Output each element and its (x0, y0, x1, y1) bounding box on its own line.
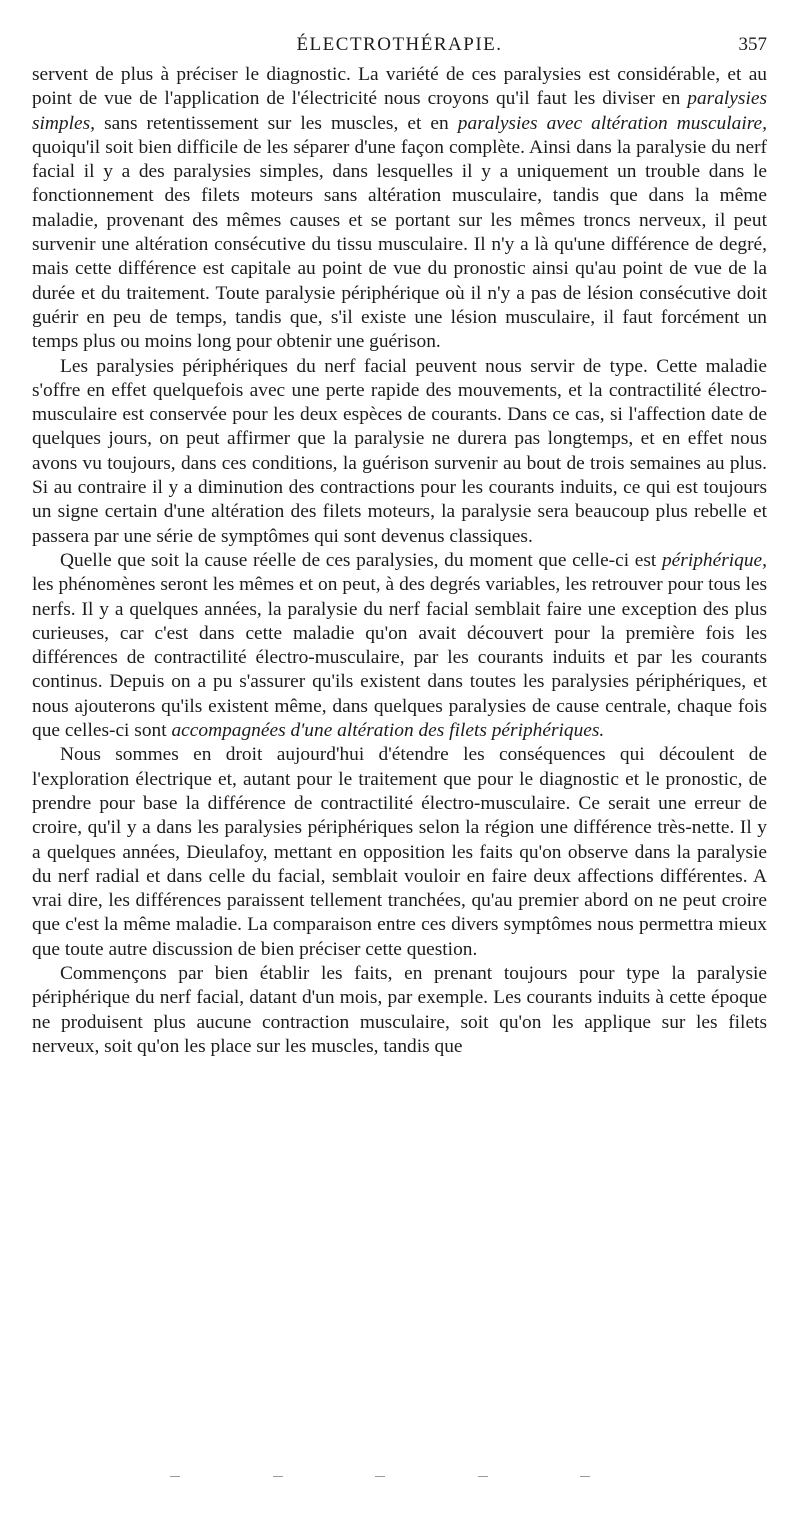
footer-dash (375, 1476, 385, 1477)
footer-dash (170, 1476, 180, 1477)
text-run: quoiqu'il soit bien difficile de les séparer d'une façon complète. Ainsi dans la paralysie du nerf facial il y a des paralysies simples, dans lesquelles il y a uniquement un trouble dans le fonctionnement des filets moteurs sans altération musculaire, tandis que dans la même maladie, provenant des mêmes causes et se portant sur les mêmes troncs nerveux, il peut survenir une altération consécutive du tissu musculaire. Il n'y a là qu'une différence de degré, mais cette différence est capitale au point de vue du pronostic ainsi qu'au point de vue de la durée et du traitement. Toute paralysie périphérique où il n'y a pas de lésion consécutive doit guérir en peu de temps, tandis que, s'il existe une lésion musculaire, il faut forcément un temps plus ou moins long pour obtenir une guérison. (32, 136, 767, 353)
footer-dash (273, 1476, 283, 1477)
text-run: Quelle que soit la cause réelle de ces paralysies, du moment que celle-ci est (60, 549, 662, 571)
running-title: ÉLECTROTHÉRAPIE. (296, 34, 503, 55)
page-header (32, 34, 767, 58)
paragraph (32, 63, 767, 355)
text-run: servent de plus à préciser le diagnostic. La variété de ces paralysies est considérable, et au point de vue de l'application de l'électricité nous croyons qu'il faut les diviser en (32, 64, 767, 110)
italic-text: paralysies simples, (32, 88, 767, 134)
paragraph (32, 743, 767, 962)
text-run: Les paralysies périphériques du nerf facial peuvent nous servir de type. Cette maladie s'offre en effet quelquefois avec une perte rapide des mouvements, et la contractilité électro-musculaire est conservée pour les deux espèces de courants. Dans ce cas, si l'affection date de quelques jours, on peut affirmer que la paralysie ne durera pas longtemps, et en effet nous avons vu toujours, dans ces conditions, la guérison survenir au bout de trois semaines au plus. Si au contraire il y a diminution des contractions pour les courants induits, ce qui est toujours un signe certain d'une altération des filets moteurs, la paralysie sera beaucoup plus rebelle et passera par une série de symptômes qui sont devenus classiques. (32, 355, 767, 547)
body-text (32, 63, 767, 1059)
paragraph (32, 962, 767, 1059)
paragraph (32, 549, 767, 743)
footer-dash (478, 1476, 488, 1477)
italic-text: périphérique, (661, 549, 767, 571)
footer-marks (170, 1474, 590, 1478)
text-run: Commençons par bien établir les faits, en prenant toujours pour type la paralysie périphérique du nerf facial, datant d'un mois, par exemple. Les courants induits à cette époque ne produisent plus aucune contraction musculaire, soit qu'on les applique sur les filets nerveux, soit qu'on les place sur les muscles, tandis que (32, 962, 767, 1057)
paragraph (32, 355, 767, 549)
footer-dash (580, 1476, 590, 1477)
italic-text: paralysies avec altération musculaire, (457, 112, 767, 134)
text-run: Nous sommes en droit aujourd'hui d'étendre les conséquences qui découlent de l'exploration électrique et, autant pour le traitement que pour le diagnostic et le pronostic, de prendre pour base la différence de contractilité électro-musculaire. Ce serait une erreur de croire, qu'il y a dans les paralysies périphériques selon la région une différence très-nette. Il y a quelques années, Dieulafoy, mettant en opposition les faits qu'on observe dans la paralysie du nerf radial et dans celle du facial, semblait vouloir en faire deux affections différentes. A vrai dire, les différences paraissent tellement tranchées, qu'au premier abord on ne peut croire que c'est la même maladie. La comparaison entre ces divers symptômes nous permettra mieux que toute autre discussion de bien préciser cette question. (32, 744, 767, 960)
page-number: 357 (738, 34, 767, 55)
text-run: sans retentissement sur les muscles, et en (95, 112, 458, 134)
text-run: les phénomènes seront les mêmes et on peut, à des degrés variables, les retrouver pour tous les nerfs. Il y a quelques années, la paralysie du nerf facial semblait faire une exception des plus curieuses, car c'est dans cette maladie qu'on avait découvert pour la première fois les différences de contractilité électro-musculaire, par les courants induits et par les courants continus. Depuis on a pu s'assurer qu'ils existent dans toutes les paralysies périphériques, et nous ajouterons qu'ils existent même, dans quelques paralysies de cause centrale, chaque fois que celles-ci sont (32, 574, 767, 742)
italic-text: accompagnées d'une altération des filets périphériques. (171, 720, 605, 742)
